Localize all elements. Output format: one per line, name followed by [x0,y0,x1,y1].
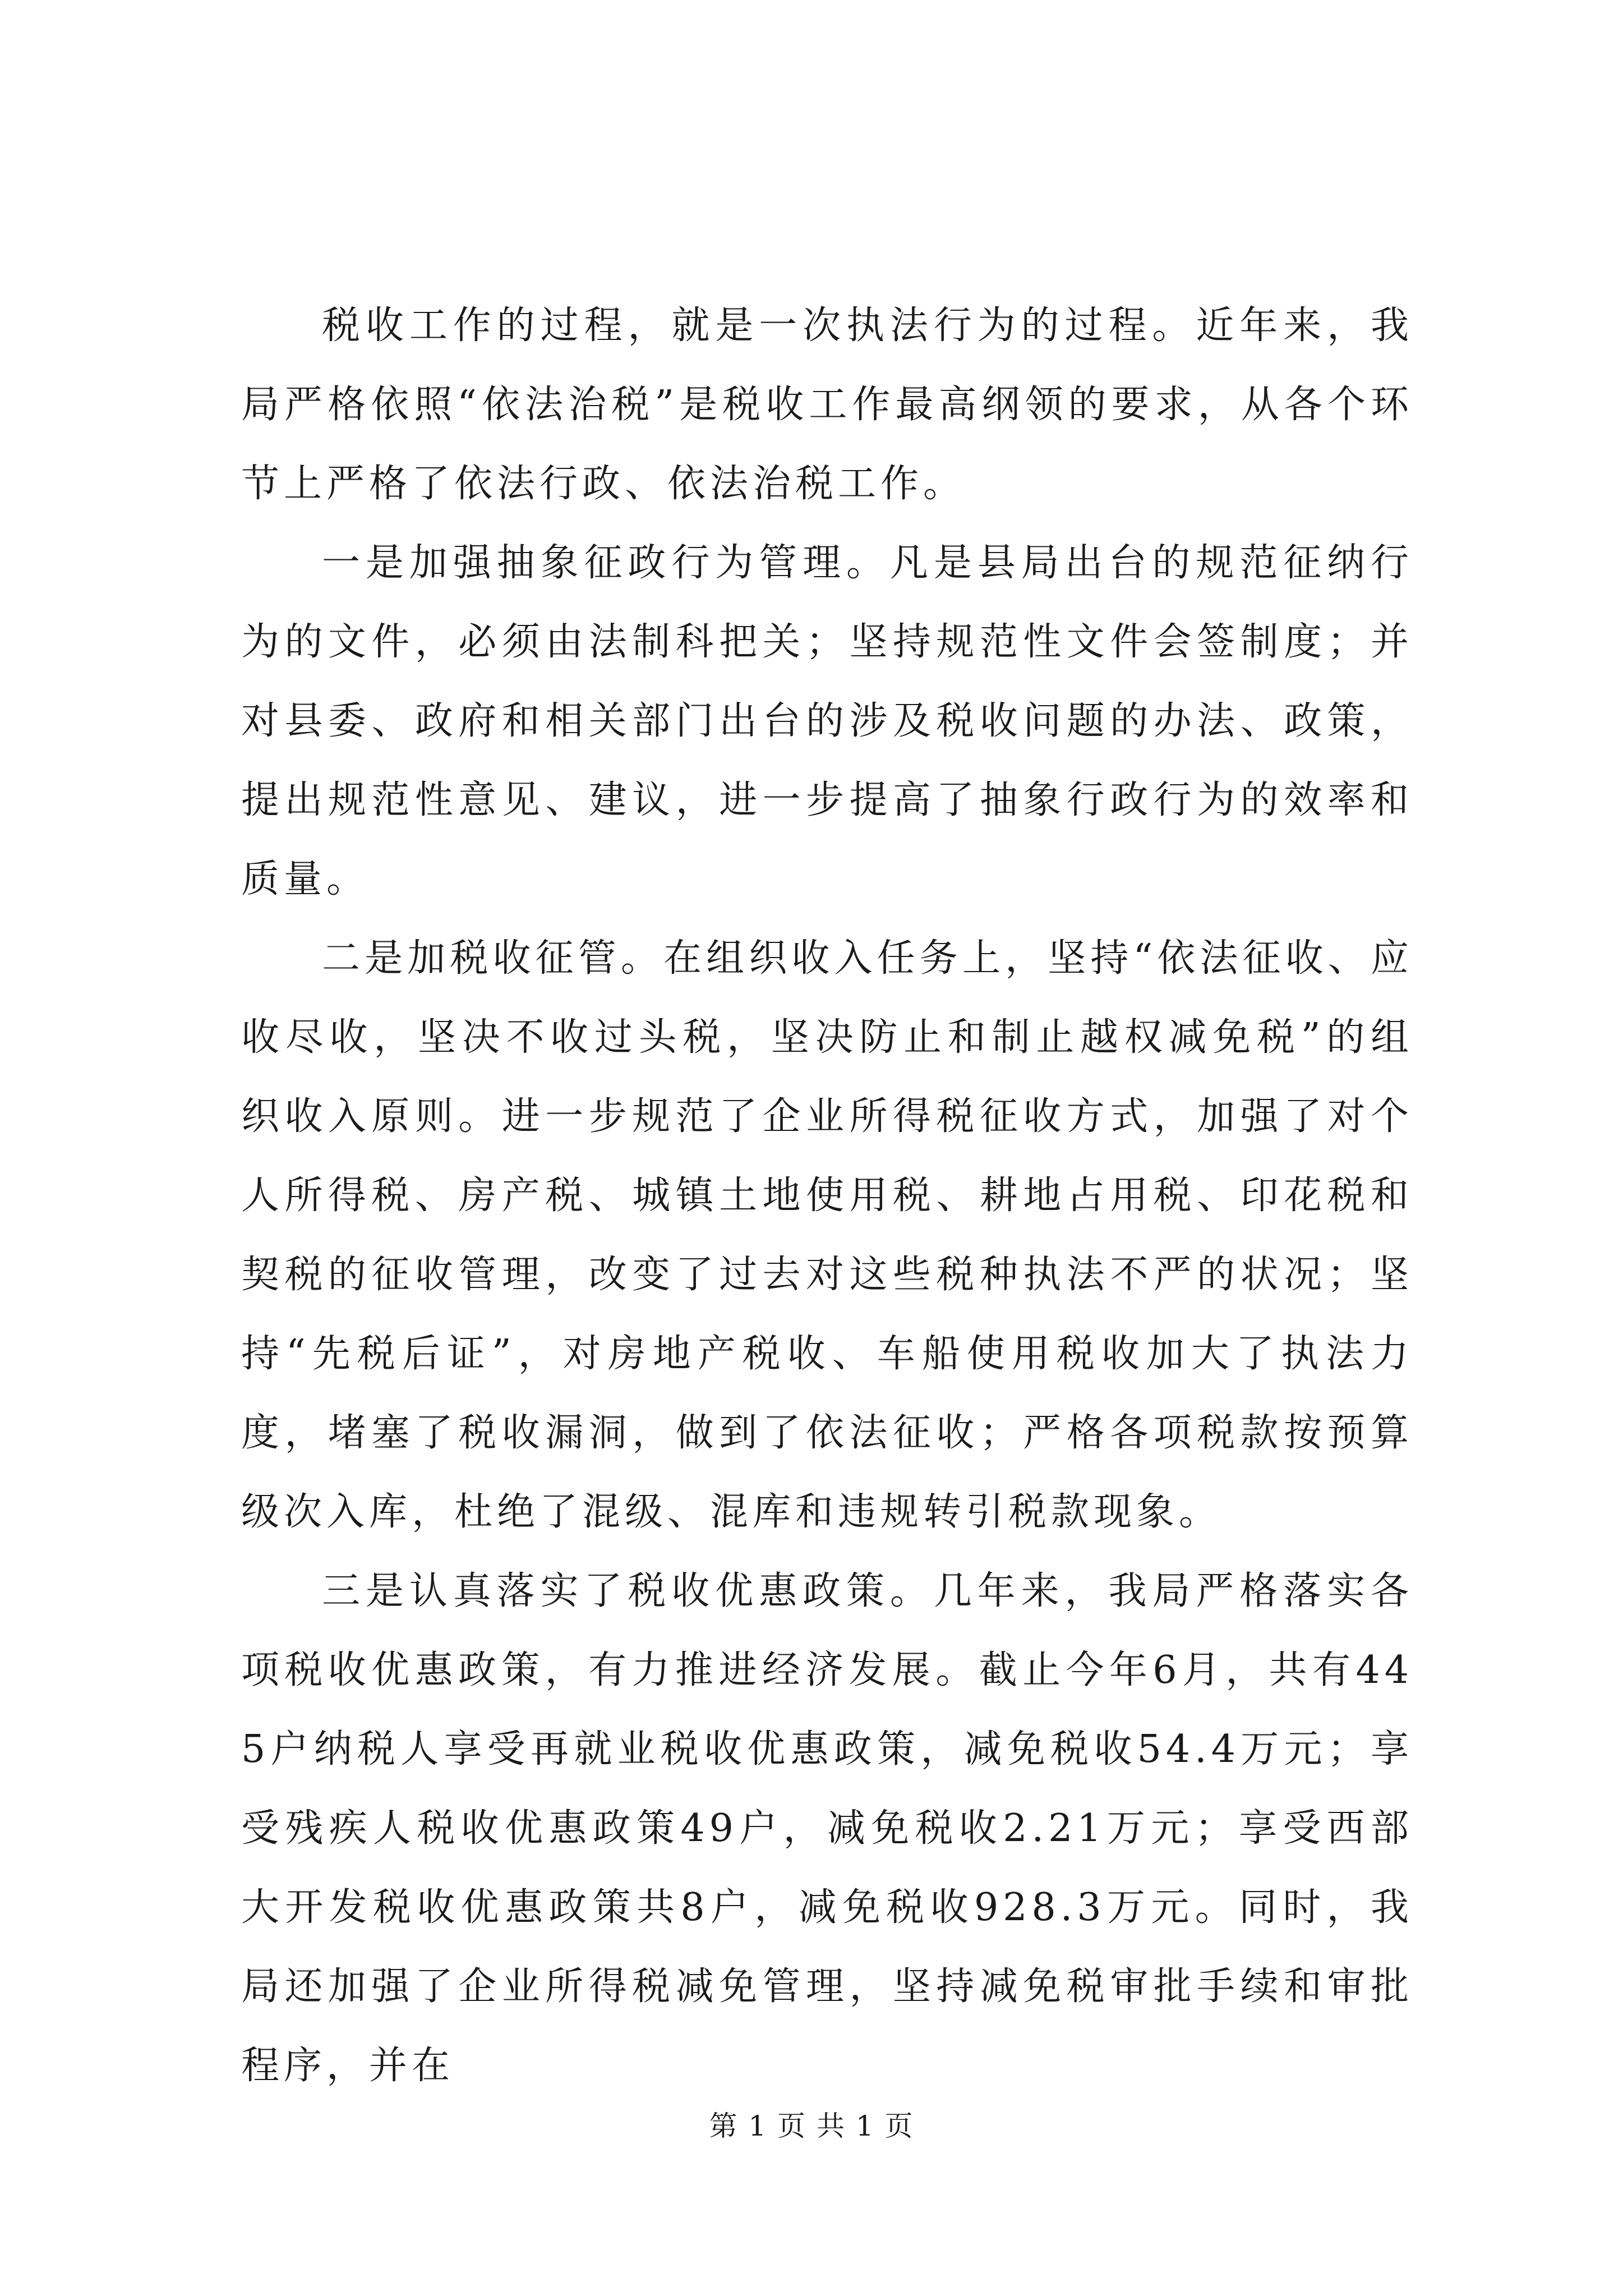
page-footer: 第 1 页 共 1 页 [709,2110,914,2142]
paragraph-point-one: 一是加强抽象征政行为管理。凡是县局出台的规范征纳行为的文件，必须由法制科把关；坚持规范性文件会签制度；并对县委、政府和相关部门出台的涉及税收问题的办法、政策，提出规范性意见、建议，进一步提高了抽象行政行为的效率和质量。 [241,541,1413,901]
paragraph-point-three: 三是认真落实了税收优惠政策。几年来，我局严格落实各项税收优惠政策，有力推进经济发展。截止今年6月，共有445户纳税人享受再就业税收优惠政策，减免税收54.4万元；享受残疾人税收优惠政策49户，减免税收2.21万元；享受西部大开发税收优惠政策共8户，减免税收928.3万元。同时，我局还加强了企业所得税减免管理，坚持减免税审批手续和审批程序，并在 [241,1569,1413,2088]
paragraph-intro: 税收工作的过程，就是一次执法行为的过程。近年来，我局严格依照“依法治税”是税收工作最高纲领的要求，从各个环节上严格了依法行政、依法治税工作。 [241,303,1413,506]
paragraph-point-two: 二是加税收征管。在组织收入任务上，坚持“依法征收、应收尽收，坚决不收过头税，坚决防止和制止越权减免税”的组织收入原则。进一步规范了企业所得税征收方式，加强了对个人所得税、房产税、城镇土地使用税、耕地占用税、印花税和契税的征收管理，改变了过去对这些税种执法不严的状况；坚持“先税后证”，对房地产税收、车船使用税收加大了执法力度，堵塞了税收漏洞，做到了依法征收；严格各项税款按预算级次入库，杜绝了混级、混库和违规转引税款现象。 [241,936,1413,1534]
document-body [241,286,1413,2105]
